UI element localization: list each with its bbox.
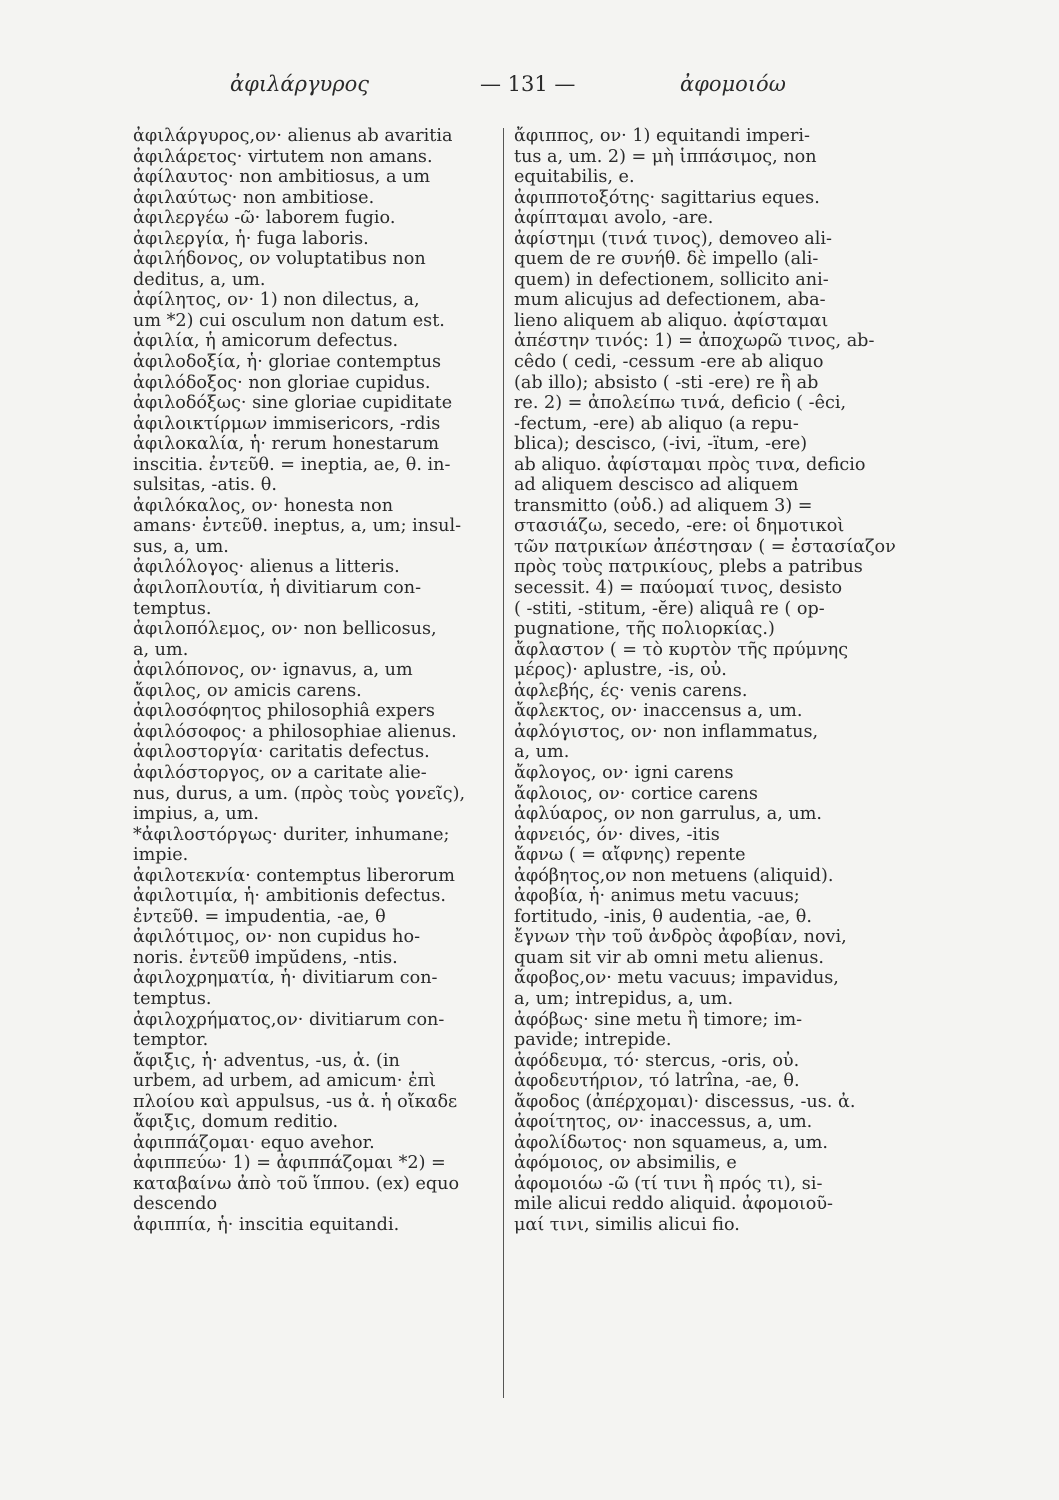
- entry-line: ἀφιλοτεκνία· contemptus liberorum: [133, 865, 455, 886]
- entry-line: cêdo ( cedi, -cessum -ere ab aliquo: [514, 352, 824, 373]
- header-left-headword: ἀφιλάργυρος: [230, 72, 370, 96]
- entry-line: ἀφιππία, ἡ· inscitia equitandi.: [133, 1214, 400, 1235]
- entry-line: στασιάζω, secedo, -ere: οἱ δημοτικοὶ: [514, 516, 845, 537]
- entry-line: πρὸς τοὺς πατρικίους, plebs a patribus: [514, 557, 863, 578]
- entry-line: ἀφιλόστοργος, ον a caritate alie-: [133, 762, 427, 783]
- entry-line: lieno aliquem ab aliquo. ἀφίσταμαι: [514, 310, 829, 331]
- entry-line: ἀφλύαρος, ον non garrulus, a, um.: [514, 804, 822, 825]
- entry-line: *ἀφιλοστόργως· duriter, inhumane;: [133, 824, 450, 845]
- entry-line: pavide; intrepide.: [514, 1030, 672, 1051]
- entry-line: ἔγνων τὴν τοῦ ἀνδρὸς ἀφοβίαν, novi,: [514, 927, 847, 948]
- entry-line: ἀφόβητος,ον non metuens (aliquid).: [514, 865, 834, 886]
- entry-line: ἀφιλεργία, ἡ· fuga laboris.: [133, 228, 369, 249]
- entry-line: mile alicui reddo aliquid. ἀφομοιοῦ-: [514, 1194, 833, 1215]
- entry-line: sus, a, um.: [133, 536, 229, 557]
- entry-line: τῶν πατρικίων ἀπέστησαν ( = ἐστασίαζον: [514, 536, 896, 557]
- entry-line: a, um.: [133, 639, 189, 660]
- entry-line: ἐντεῦθ. = impudentia, -ae, θ: [133, 906, 386, 927]
- entry-line: tus a, um. 2) = μὴ ἱππάσιμος, non: [514, 146, 817, 167]
- entry-line: ἄφλεκτος, ον· inaccensus a, um.: [514, 701, 803, 722]
- running-header: [230, 72, 830, 112]
- entry-line: transmitto (οὐδ.) ad aliquem 3) =: [514, 495, 813, 516]
- entry-line: ἀφιλόλογος· alienus a litteris.: [133, 557, 400, 578]
- entry-line: ἀφιλοδόξως· sine gloriae cupiditate: [133, 393, 453, 414]
- entry-line: ἀφοίτητος, ον· inaccessus, a, um.: [514, 1112, 813, 1133]
- entry-line: quem de re συνήθ. δὲ impello (ali-: [514, 249, 819, 270]
- entry-line: um *2) cui osculum non datum est.: [133, 310, 445, 331]
- entry-line: ἀφίλητος, ον· 1) non dilectus, a,: [133, 290, 420, 311]
- entry-line: καταβαίνω ἀπὸ τοῦ ἵππου. (ex) equo: [133, 1173, 460, 1194]
- entry-line: ἀφλεβής, ές· venis carens.: [514, 680, 748, 701]
- entry-line: ἀφιλοχρηματία, ἡ· divitiarum con-: [133, 968, 438, 989]
- entry-line: quem) in defectionem, sollicito ani-: [514, 269, 829, 290]
- entry-line: temptor.: [133, 1030, 209, 1051]
- entry-line: pugnatione, τῆς πολιορκίας.): [514, 619, 775, 640]
- entry-line: secessit. 4) = παύομαί τινος, desisto: [514, 578, 843, 599]
- entry-line: ἄφλαστον ( = τὸ κυρτὸν τῆς πρύμνης: [514, 639, 849, 660]
- entry-line: ἀφόδευμα, τό· stercus, -oris, οὐ.: [514, 1050, 800, 1071]
- entry-line: ἀφιλοτιμία, ἡ· ambitionis defectus.: [133, 886, 447, 907]
- entry-line: ἀπέστην τινός: 1) = ἀποχωρῶ τινος, ab-: [514, 331, 875, 352]
- entry-line: μέρος)· aplustre, -is, οὐ.: [514, 660, 727, 681]
- entry-line: ( -stiti, -stitum, -ĕre) aliquâ re ( op-: [514, 598, 825, 619]
- page-number: — 131 —: [480, 72, 576, 96]
- entry-line: ab aliquo. ἀφίσταμαι πρὸς τινα, deficio: [514, 454, 866, 475]
- entry-line: ἀφιλάργυρος,ον· alienus ab avaritia: [133, 126, 453, 146]
- entry-line: (ab illo); absisto ( -sti -ere) re ἢ ab: [514, 372, 819, 393]
- entry-line: impie.: [133, 845, 189, 866]
- entry-line: ἀφιππεύω· 1) = ἀφιππάζομαι *2) =: [133, 1153, 446, 1174]
- entry-line: ἀφοβία, ἡ· animus metu vacuus;: [514, 886, 800, 907]
- entry-line: ἀφιλάρετος· virtutem non amans.: [133, 146, 433, 167]
- entry-line: ἀφολίδωτος· non squameus, a, um.: [514, 1132, 829, 1153]
- entry-line: ἀφιλία, ἡ amicorum defectus.: [133, 331, 399, 352]
- entry-line: inscitia. ἐντεῦθ. = ineptia, ae, θ. in-: [133, 454, 451, 475]
- entry-line: ἀφνειός, όν· dives, -itis: [514, 824, 720, 845]
- entry-line: amans· ἐντεῦθ. ineptus, a, um; insul-: [133, 516, 462, 537]
- entry-line: impius, a, um.: [133, 804, 260, 825]
- entry-line: ἄφιξις, domum reditio.: [133, 1112, 339, 1133]
- entry-line: temptus.: [133, 988, 212, 1009]
- entry-line: πλοίου καὶ appulsus, -us ἀ. ἡ οἴκαδε: [133, 1091, 458, 1112]
- entry-line: ἀφιλοδοξία, ἡ· gloriae contemptus: [133, 352, 442, 373]
- right-column: [514, 126, 906, 1416]
- entry-line: a, um; intrepidus, a, um.: [514, 988, 734, 1009]
- entry-line: ἀφιλοπλουτία, ἡ divitiarum con-: [133, 578, 422, 599]
- entry-line: re. 2) = ἀπολείπω τινά, deficio ( -êci,: [514, 393, 847, 414]
- entry-line: noris. ἐντεῦθ impŭdens, -ntis.: [133, 947, 398, 968]
- header-right-headword: ἀφομοιόω: [680, 72, 786, 96]
- entry-line: ἀφιλαύτως· non ambitiose.: [133, 187, 375, 208]
- column-divider: [503, 128, 504, 1398]
- entry-line: ἀφομοιόω -ῶ (τί τινι ἢ πρός τι), si-: [514, 1173, 823, 1194]
- entry-line: ἀφλόγιστος, ον· non inflammatus,: [514, 721, 819, 742]
- entry-line: ἄφιππος, ον· 1) equitandi imperi-: [514, 126, 810, 146]
- entry-line: ἀφιππάζομαι· equo avehor.: [133, 1132, 375, 1153]
- left-column: [133, 126, 500, 1416]
- entry-line: deditus, a, um.: [133, 269, 266, 290]
- entry-line: urbem, ad urbem, ad amicum· ἐπὶ: [133, 1071, 437, 1092]
- entry-line: ἀφόμοιος, ον absimilis, e: [514, 1153, 737, 1174]
- entry-line: ἀφιλοστοργία· caritatis defectus.: [133, 742, 430, 763]
- entry-line: mum alicujus ad defectionem, aba-: [514, 290, 826, 311]
- entry-line: μαί τινι, similis alicui fio.: [514, 1214, 740, 1235]
- entry-line: ἀφιλοικτίρμων immisericors, -rdis: [133, 413, 441, 434]
- entry-line: fortitudo, -inis, θ audentia, -ae, θ.: [514, 906, 812, 927]
- entry-line: ἄφοβος,ον· metu vacuus; impavidus,: [514, 968, 839, 989]
- entry-line: ἀφίπταμαι avolo, -are.: [514, 208, 714, 229]
- entry-line: ἀφιλεργέω -ῶ· laborem fugio.: [133, 208, 396, 229]
- entry-line: ἀφιλόπονος, ον· ignavus, a, um: [133, 660, 413, 681]
- entry-line: -fectum, -ere) ab aliquo (a repu-: [514, 413, 799, 434]
- entry-line: ἀφιλόκαλος, ον· honesta non: [133, 495, 394, 516]
- entry-line: a, um.: [514, 742, 570, 763]
- entry-line: ἀφίλαυτος· non ambitiosus, a um: [133, 167, 431, 188]
- entry-line: nus, durus, a um. (πρὸς τοὺς γονεῖς),: [133, 783, 466, 804]
- entry-line: ἀφιλήδονος, ον voluptatibus non: [133, 249, 426, 270]
- entry-line: ἀφιλόσοφος· a philosophiae alienus.: [133, 721, 457, 742]
- entry-line: ἄφλογος, ον· igni carens: [514, 762, 734, 783]
- entry-line: ἀφιλοσόφητος philosophiâ expers: [133, 701, 435, 722]
- entry-line: sulsitas, -atis. θ.: [133, 475, 277, 496]
- entry-line: ἀφιλοπόλεμος, ον· non bellicosus,: [133, 619, 437, 640]
- entry-line: blica); descisco, (-ivi, -ïtum, -ere): [514, 434, 808, 455]
- entry-line: ἀφιλοκαλία, ἡ· rerum honestarum: [133, 434, 440, 455]
- entry-line: quam sit vir ab omni metu alienus.: [514, 947, 824, 968]
- entry-line: ἄφιξις, ἡ· adventus, -us, ἀ. (in: [133, 1050, 400, 1071]
- entry-line: ἀφιλότιμος, ον· non cupidus ho-: [133, 927, 421, 948]
- entry-line: ἀφιλοχρήματος,ον· divitiarum con-: [133, 1009, 445, 1030]
- entry-line: ad aliquem descisco ad aliquem: [514, 475, 799, 496]
- entry-line: ἀφόβως· sine metu ἢ timore; im-: [514, 1009, 803, 1030]
- entry-line: ἄφιλος, ον amicis carens.: [133, 680, 362, 701]
- entry-line: ἀφίστημι (τινά τινος), demoveo ali-: [514, 228, 832, 249]
- entry-line: ἀφιλόδοξος· non gloriae cupidus.: [133, 372, 431, 393]
- entry-line: ἄφνω ( = αἴφνης) repente: [514, 845, 746, 866]
- entry-line: ἄφλοιος, ον· cortice carens: [514, 783, 758, 804]
- entry-line: temptus.: [133, 598, 212, 619]
- entry-line: equitabilis, e.: [514, 167, 635, 188]
- entry-line: descendo: [133, 1194, 218, 1215]
- entry-line: ἄφοδος (ἀπέρχομαι)· discessus, -us. ἀ.: [514, 1091, 856, 1112]
- entry-line: ἀφιπποτοξότης· sagittarius eques.: [514, 187, 820, 208]
- entry-line: ἀφοδευτήριον, τό latrîna, -ae, θ.: [514, 1071, 800, 1092]
